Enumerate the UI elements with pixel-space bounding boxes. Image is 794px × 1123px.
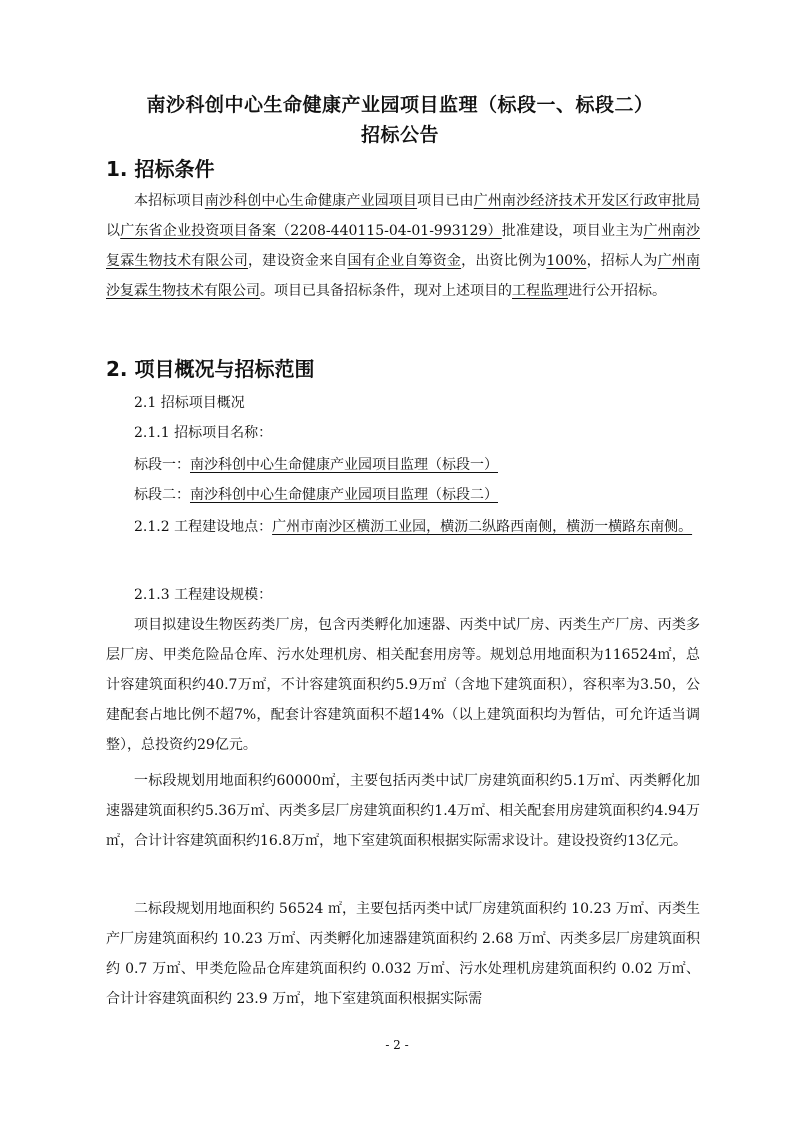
- lot-1-name: 南沙科创中心生命健康产业园项目监理（标段一）: [190, 457, 498, 473]
- lot-2-label: 标段二：: [134, 487, 190, 503]
- project-name: 南沙科创中心生命健康产业园项目: [204, 193, 418, 209]
- text-run: 项目已由: [417, 193, 474, 209]
- project-owner: 广州南沙复霖生物技术有限公司: [106, 223, 701, 269]
- text-run: ，建设资金来自: [248, 253, 348, 269]
- scale-paragraph-lot-1: 一标段规划用地面积约60000㎡，主要包括丙类中试厂房建筑面积约5.1万㎡、丙类孵化加速器建筑面积约5.36万㎡、丙类多层厂房建筑面积约1.4万㎡、相关配套用房建筑面积约4.94万㎡，合计计容建筑面积约16.8万㎡，地下室建筑面积根据实际需求设计。建设投资约13亿元。: [106, 773, 700, 849]
- lot-1-label: 标段一：: [134, 457, 190, 473]
- subsection-2-1-1: 2.1.1 招标项目名称：: [134, 425, 273, 441]
- subsection-2-1-2: [106, 512, 700, 542]
- document-title: 南沙科创中心生命健康产业园项目监理（标段一、标段二）: [146, 94, 654, 116]
- location-label: 2.1.2 工程建设地点：: [134, 519, 273, 535]
- approval-document: 广东省企业投资项目备案（2208-440115-04-01-993129）: [120, 223, 502, 239]
- funding-ratio: 100%: [546, 253, 587, 269]
- text-run: 以: [106, 223, 121, 239]
- section-1-heading: 1. 招标条件: [106, 157, 215, 181]
- text-run: 。项目已具备招标条件，现对上述项目的: [260, 283, 512, 299]
- lot-1-line: [134, 450, 498, 480]
- location-value: 广州市南沙区横沥工业园，横沥二纵路西南侧，横沥一横路东南侧。: [272, 519, 693, 535]
- tenderer-name: 广州南沙复霖生物技术有限公司: [106, 253, 701, 299]
- subsection-2-1-3: 2.1.3 工程建设规模：: [134, 587, 273, 603]
- text-run: 批准建设，项目业主为: [501, 223, 644, 239]
- text-run: ，招标人为: [586, 253, 658, 269]
- text-run: 本招标项目: [134, 193, 205, 209]
- funding-source: 国有企业自筹资金: [347, 253, 462, 269]
- subsection-2-1: 2.1 招标项目概况: [134, 395, 245, 411]
- lot-2-line: [134, 480, 498, 510]
- text-run: 进行公开招标。: [568, 283, 666, 299]
- scale-paragraph-overall: 项目拟建设生物医药类厂房，包含丙类孵化加速器、丙类中试厂房、丙类生产厂房、丙类多层厂房、甲类危险品仓库、污水处理机房、相关配套用房等。规划总用地面积为116524㎡，总计容建筑面积约40.7万㎡，不计容建筑面积约5.9万㎡（含地下建筑面积），容积率为3.50，公建配套占地比例不超7%，配套计容建筑面积不超14%（以上建筑面积均为暂估，可允许适当调整），总投资约29亿元。: [106, 617, 700, 753]
- scale-paragraph-lot-2: 二标段规划用地面积约 56524 ㎡，主要包括丙类中试厂房建筑面积约 10.23 万㎡、丙类生产厂房建筑面积约 10.23 万㎡、丙类孵化加速器建筑面积约 2.68 万㎡、丙类多层厂房建筑面积约 0.7 万㎡、甲类危险品仓库建筑面积约 0.032 万㎡、污水处理机房建筑面积约 0.02 万㎡、合计计容建筑面积约 23.9 万㎡，地下室建筑面积根据实际需: [106, 901, 700, 1007]
- document-subtitle: 招标公告: [360, 124, 439, 146]
- tender-scope: 工程监理: [512, 283, 568, 299]
- page-number: - 2 -: [385, 1038, 409, 1052]
- section-1-paragraph: [106, 186, 700, 306]
- approval-authority: 广州南沙经济技术开发区行政审批局: [473, 193, 701, 209]
- section-2-heading: 2. 项目概况与招标范围: [106, 357, 315, 381]
- text-run: ，出资比例为: [461, 253, 547, 269]
- lot-2-name: 南沙科创中心生命健康产业园项目监理（标段二）: [190, 487, 498, 503]
